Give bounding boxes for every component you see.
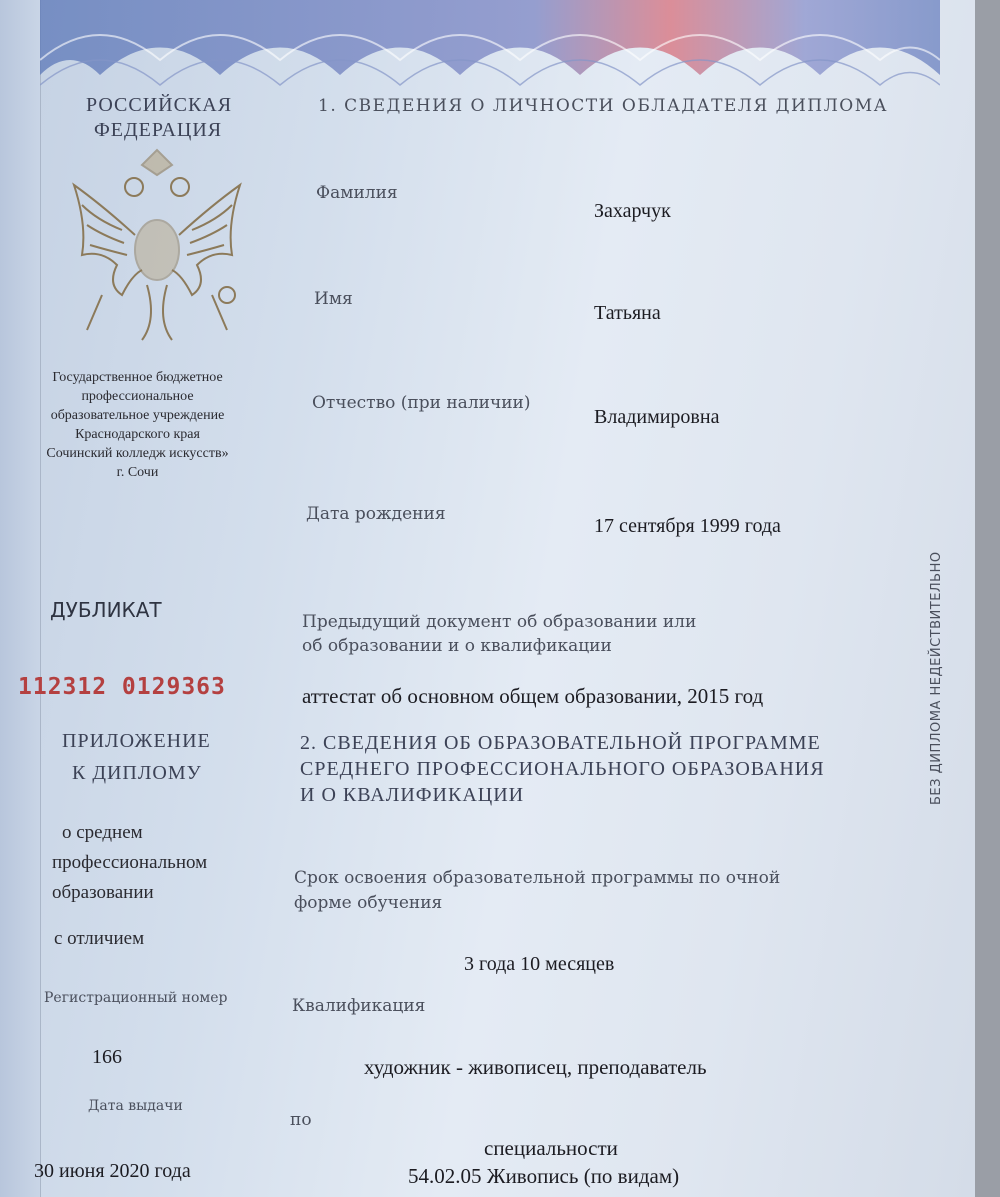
education-level-line1: о среднем xyxy=(62,822,143,843)
po-label: по xyxy=(290,1110,312,1130)
surname-value: Захарчук xyxy=(594,200,671,222)
coat-of-arms-icon xyxy=(62,145,252,345)
serial-number: 112312 0129363 xyxy=(18,674,226,700)
vertical-validity-note xyxy=(920,480,950,810)
adjacent-page-edge xyxy=(0,0,41,1197)
specialty-value: 54.02.05 Живопись (по видам) xyxy=(408,1164,680,1188)
education-level-line3: образовании xyxy=(52,882,154,903)
institution-line3: образовательное учреждение xyxy=(50,408,225,423)
country-name-line2: ФЕДЕРАЦИЯ xyxy=(94,119,223,141)
first-name-value: Татьяна xyxy=(594,302,661,324)
section1-heading: 1. СВЕДЕНИЯ О ЛИЧНОСТИ ОБЛАДАТЕЛЯ ДИПЛОМА xyxy=(318,96,889,116)
registration-number: 166 xyxy=(92,1046,122,1068)
patronymic-label: Отчество (при наличии) xyxy=(312,393,531,413)
previous-document-label-line1: Предыдущий документ об образовании или xyxy=(302,612,697,632)
specialty-label: специальности xyxy=(484,1136,618,1160)
surname-label: Фамилия xyxy=(316,183,398,203)
study-term-value: 3 года 10 месяцев xyxy=(464,953,615,975)
birth-date-label: Дата рождения xyxy=(306,504,446,524)
study-term-label-line1: Срок освоения образовательной программы по очной xyxy=(294,868,781,888)
appendix-title-line1: ПРИЛОЖЕНИЕ xyxy=(62,730,211,752)
study-term-label-line2: форме обучения xyxy=(294,893,443,913)
qualification-value: художник - живописец, преподаватель xyxy=(364,1055,707,1079)
patronymic-value: Владимировна xyxy=(594,406,720,428)
issue-date-label: Дата выдачи xyxy=(88,1098,183,1114)
qualification-label: Квалификация xyxy=(292,996,426,1016)
institution-line5: Сочинский колледж искусств» xyxy=(46,446,229,461)
previous-document-label-line2: об образовании и о квалификации xyxy=(302,636,612,656)
appendix-title-line2: К ДИПЛОМУ xyxy=(72,762,202,784)
institution-line6: г. Сочи xyxy=(116,465,159,480)
education-level-line2: профессиональном xyxy=(52,852,208,873)
country-name-line1: РОССИЙСКАЯ xyxy=(86,94,233,116)
registration-number-label: Регистрационный номер xyxy=(44,990,228,1006)
section2-heading-line1: 2. СВЕДЕНИЯ ОБ ОБРАЗОВАТЕЛЬНОЙ ПРОГРАММЕ xyxy=(300,732,821,754)
honors-label: с отличием xyxy=(54,928,145,949)
birth-date-value: 17 сентября 1999 года xyxy=(594,515,781,537)
institution-line1: Государственное бюджетное xyxy=(52,370,223,385)
previous-document-value: аттестат об основном общем образовании, 2015 год xyxy=(302,684,764,708)
section2-heading-line3: И О КВАЛИФИКАЦИИ xyxy=(300,784,525,806)
issue-date: 30 июня 2020 года xyxy=(34,1160,191,1182)
first-name-label: Имя xyxy=(314,289,353,309)
institution-line4: Краснодарского края xyxy=(75,427,200,442)
vertical-validity-text: БЕЗ ДИПЛОМА НЕДЕЙСТВИТЕЛЬНО xyxy=(929,551,944,805)
duplicate-label: ДУБЛИКАТ xyxy=(50,598,162,622)
section2-heading-line2: СРЕДНЕГО ПРОФЕССИОНАЛЬНОГО ОБРАЗОВАНИЯ xyxy=(300,758,825,780)
institution-line2: профессиональное xyxy=(81,389,194,404)
